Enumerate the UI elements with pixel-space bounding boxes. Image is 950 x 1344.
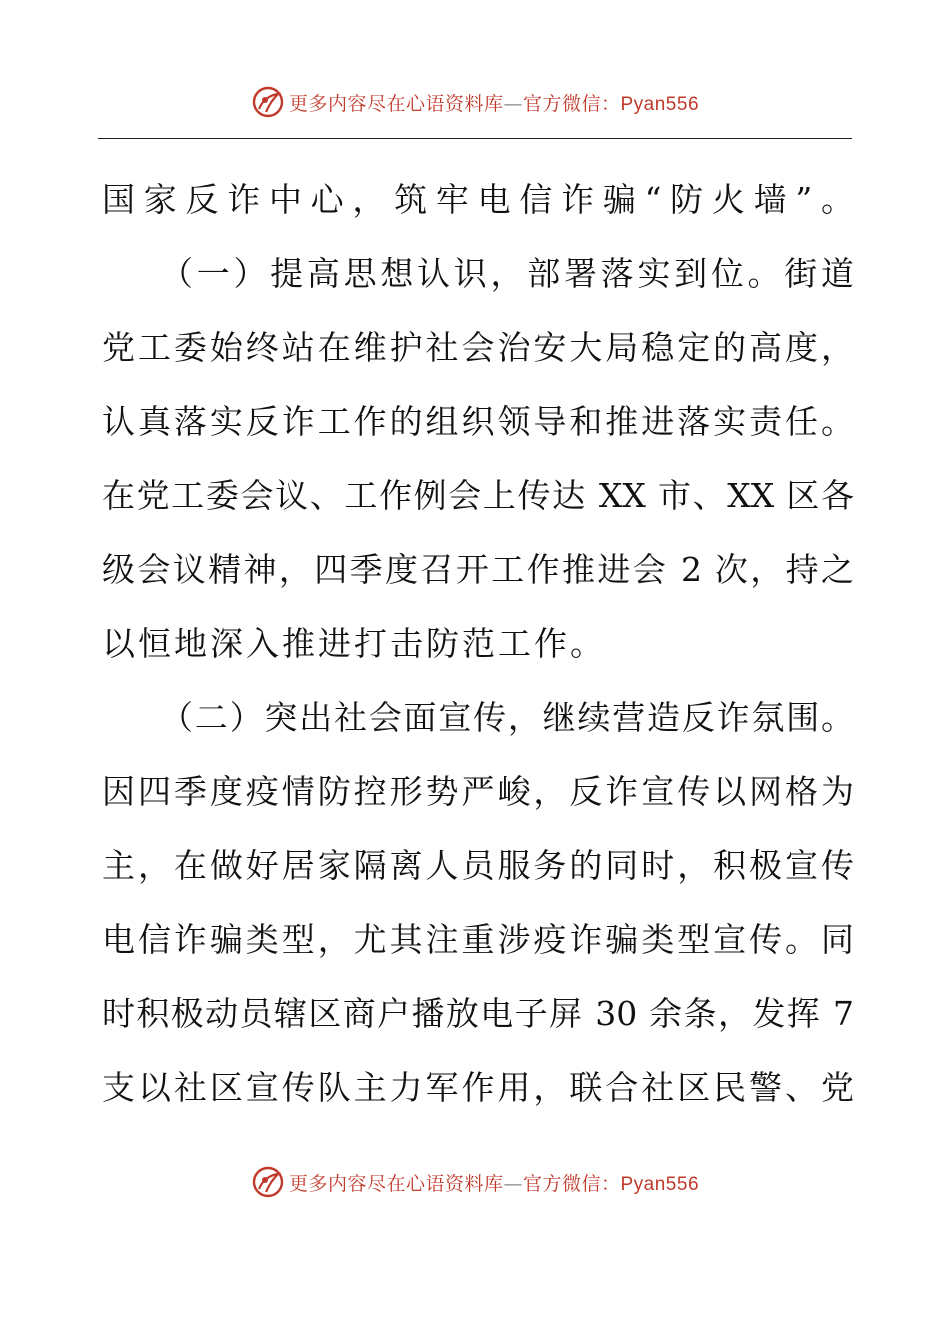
text-line: 在党工委会议、工作例会上传达 XX 市、XX 区各 (102, 476, 854, 515)
banner-label: 官方微信： (522, 92, 621, 115)
header-rule (98, 138, 852, 139)
text-line: 因四季度疫情防控形势严峻，反诈宣传以网格为 (102, 772, 854, 811)
banner-dash: — (503, 1172, 523, 1195)
footer-banner (0, 1162, 950, 1202)
header-banner (0, 82, 950, 122)
text-line: 主，在做好居家隔离人员服务的同时，积极宣传 (102, 846, 854, 885)
banner-label: 官方微信： (522, 1172, 621, 1195)
text-line: 党工委始终站在维护社会治安大局稳定的高度， (102, 328, 854, 367)
banner-main-text: 更多内容尽在心语资料库 (288, 1172, 504, 1195)
document-body (102, 163, 854, 1125)
text-line: 以恒地深入推进打击防范工作。 (102, 624, 606, 663)
banner-id: Pyan556 (620, 1173, 700, 1195)
text-line: 支以社区宣传队主力军作用，联合社区民警、党 (102, 1068, 854, 1107)
banner-id: Pyan556 (620, 93, 700, 115)
text-line: 时积极动员辖区商户播放电子屏 30 余条，发挥 7 (102, 994, 854, 1033)
banner-text (289, 1169, 699, 1196)
text-line: 认真落实反诈工作的组织领导和推进落实责任。 (102, 402, 854, 441)
banner-text (289, 89, 699, 116)
text-line: 级会议精神，四季度召开工作推进会 2 次，持之 (102, 550, 854, 589)
section-heading-2: （二）突出社会面宣传，继续营造反诈氛围。 (160, 698, 854, 737)
section-heading-1: （一）提高思想认识，部署落实到位。街道 (160, 254, 854, 293)
text-line: 电信诈骗类型，尤其注重涉疫诈骗类型宣传。同 (102, 920, 854, 959)
banner-dash: — (503, 92, 523, 115)
banner-main-text: 更多内容尽在心语资料库 (288, 92, 504, 115)
logo-icon (251, 1165, 285, 1199)
logo-icon (251, 85, 285, 119)
text-line: 国家反诈中心，筑牢电信诈骗“防火墙”。 (102, 180, 854, 219)
